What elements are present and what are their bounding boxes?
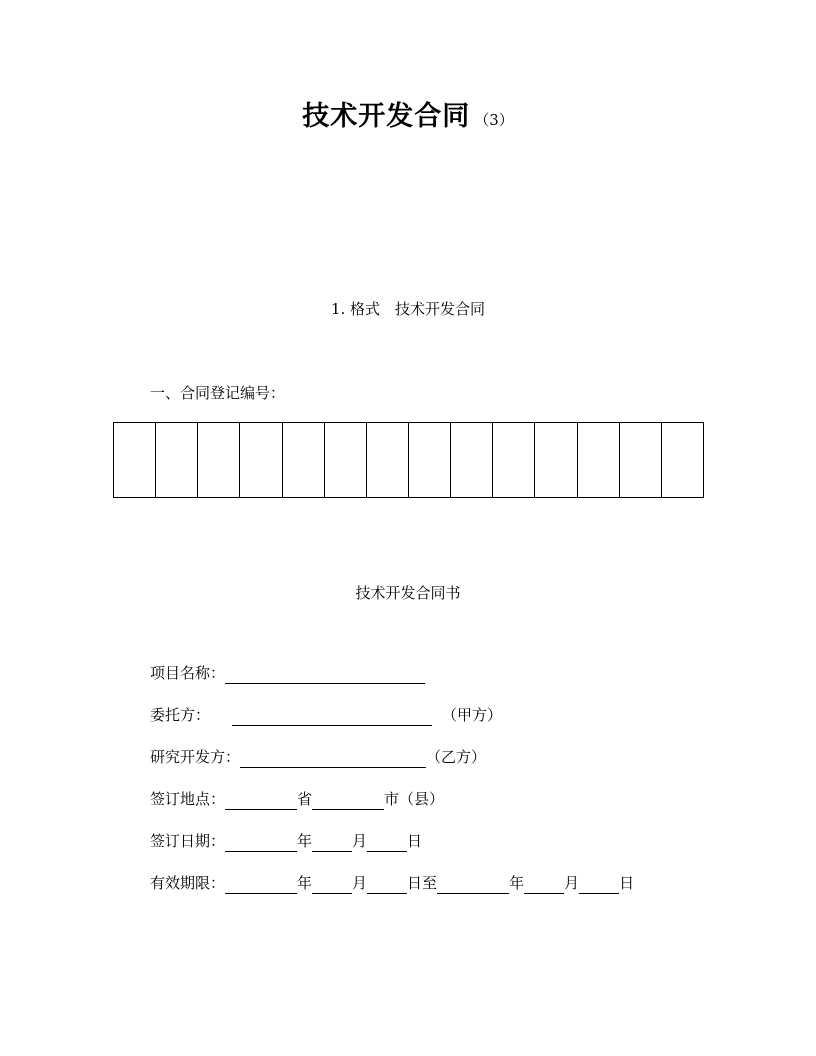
section-heading xyxy=(0,298,816,319)
registration-box[interactable] xyxy=(535,423,577,497)
registration-box[interactable] xyxy=(662,423,703,497)
sign-day-unit: 日 xyxy=(407,832,423,850)
validity-end-year-unit: 年 xyxy=(509,874,525,892)
registration-box[interactable] xyxy=(114,423,156,497)
validity-end-month-blank[interactable] xyxy=(524,875,564,894)
project-name-blank[interactable] xyxy=(225,665,425,684)
field-validity xyxy=(150,872,634,894)
registration-box[interactable] xyxy=(409,423,451,497)
client-blank[interactable] xyxy=(232,707,432,726)
developer-suffix: （乙方） xyxy=(426,748,487,766)
validity-end-year-blank[interactable] xyxy=(437,875,509,894)
registration-box[interactable] xyxy=(367,423,409,497)
page-title xyxy=(0,94,816,133)
sign-month-unit: 月 xyxy=(352,832,368,850)
province-unit: 省 xyxy=(297,790,313,808)
validity-end-day-blank[interactable] xyxy=(579,875,619,894)
field-project-name xyxy=(150,662,425,684)
registration-box[interactable] xyxy=(283,423,325,497)
validity-start-year-unit: 年 xyxy=(297,874,313,892)
location-label: 签订地点： xyxy=(150,790,226,808)
field-developer xyxy=(150,746,486,768)
sign-year-unit: 年 xyxy=(297,832,313,850)
validity-start-day-blank[interactable] xyxy=(367,875,407,894)
sign-day-blank[interactable] xyxy=(367,833,407,852)
validity-start-year-blank[interactable] xyxy=(225,875,297,894)
registration-number-boxes xyxy=(113,422,704,498)
registration-box[interactable] xyxy=(620,423,662,497)
sign-year-blank[interactable] xyxy=(225,833,297,852)
registration-box[interactable] xyxy=(240,423,282,497)
registration-box[interactable] xyxy=(451,423,493,497)
registration-box[interactable] xyxy=(325,423,367,497)
validity-end-month-unit: 月 xyxy=(564,874,580,892)
developer-label: 研究开发方： xyxy=(150,748,241,766)
registration-box[interactable] xyxy=(493,423,535,497)
validity-start-day-unit: 日至 xyxy=(407,874,438,892)
client-label: 委托方： xyxy=(150,706,211,724)
title-sub: （3） xyxy=(474,111,514,129)
registration-box[interactable] xyxy=(198,423,240,497)
document-subtitle: 技术开发合同书 xyxy=(355,584,461,602)
registration-box[interactable] xyxy=(578,423,620,497)
registration-box[interactable] xyxy=(156,423,198,497)
field-location xyxy=(150,788,444,810)
sign-month-blank[interactable] xyxy=(312,833,352,852)
field-client xyxy=(150,704,502,726)
project-name-label: 项目名称： xyxy=(150,664,226,682)
registration-label: 一、合同登记编号： xyxy=(150,384,286,402)
validity-start-month-blank[interactable] xyxy=(312,875,352,894)
field-sign-date xyxy=(150,830,422,852)
title-main: 技术开发合同 xyxy=(302,101,471,132)
validity-start-month-unit: 月 xyxy=(352,874,368,892)
validity-label: 有效期限： xyxy=(150,874,226,892)
section-number: 1. xyxy=(330,300,346,318)
city-unit: 市（县） xyxy=(384,790,445,808)
client-suffix: （甲方） xyxy=(442,706,503,724)
developer-blank[interactable] xyxy=(240,749,426,768)
section-text: 格式 技术开发合同 xyxy=(350,300,486,318)
province-blank[interactable] xyxy=(225,791,297,810)
sign-date-label: 签订日期： xyxy=(150,832,226,850)
validity-end-day-unit: 日 xyxy=(619,874,635,892)
city-blank[interactable] xyxy=(312,791,384,810)
